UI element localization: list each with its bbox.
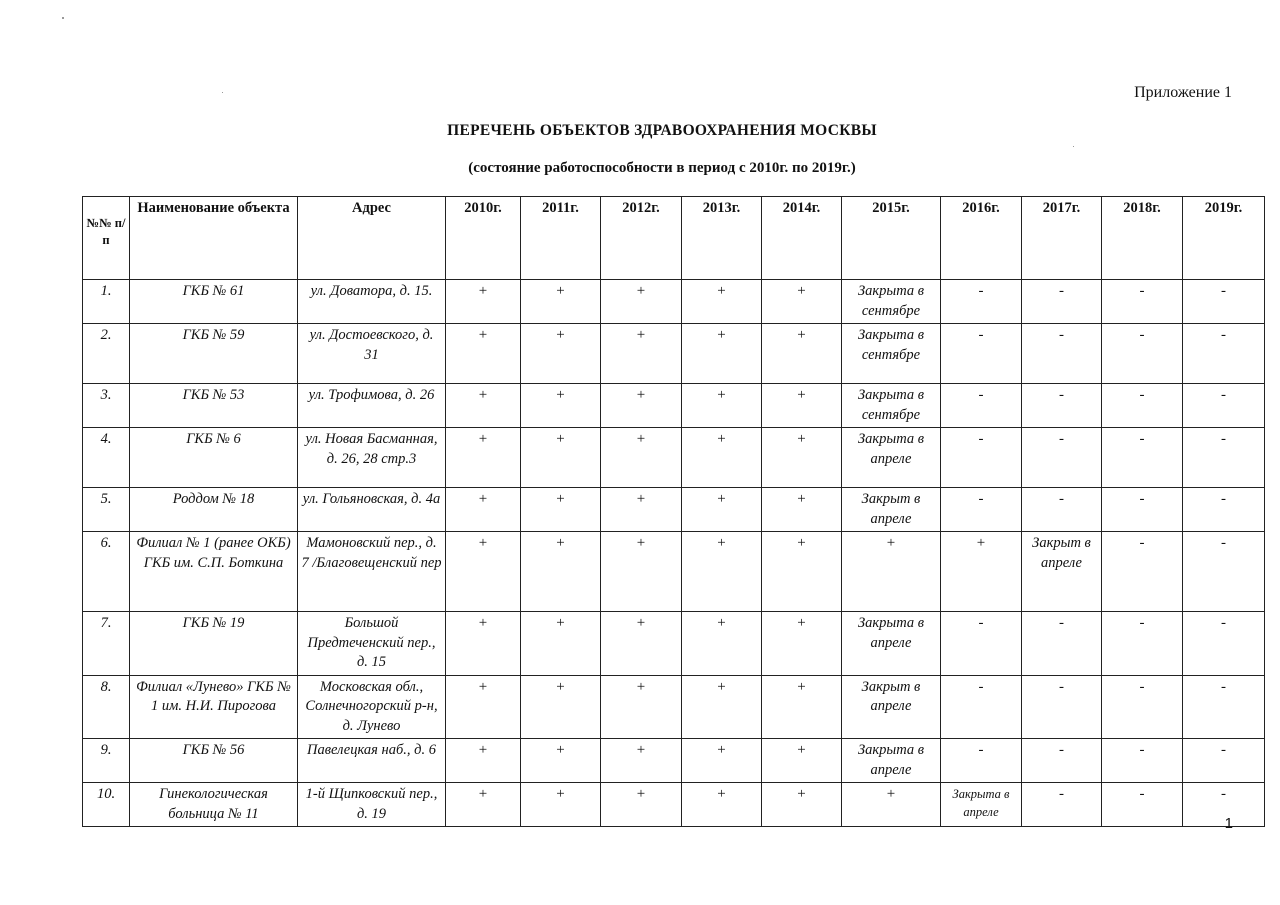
table-row [83, 739, 1265, 783]
cell-2016: Закрыта в апреле [941, 783, 1022, 827]
cell-2013: + [682, 612, 762, 676]
cell-number: 1. [83, 280, 130, 324]
cell-number: 2. [83, 324, 130, 384]
cell-name: ГКБ № 59 [130, 324, 298, 384]
cell-2019: - [1183, 612, 1265, 676]
cell-2018: - [1102, 783, 1183, 827]
cell-2015: + [842, 783, 941, 827]
cell-2014: + [762, 488, 842, 532]
cell-2012: + [601, 612, 682, 676]
col-header-address: Адрес [298, 197, 446, 280]
cell-2015: Закрыт в апреле [842, 675, 941, 739]
cell-2012: + [601, 324, 682, 384]
cell-name: ГКБ № 53 [130, 384, 298, 428]
cell-2018: - [1102, 612, 1183, 676]
cell-2017: - [1022, 739, 1102, 783]
col-header-2013: 2013г. [682, 197, 762, 280]
cell-2010: + [446, 280, 521, 324]
cell-2019: - [1183, 488, 1265, 532]
cell-2017: - [1022, 783, 1102, 827]
cell-name: Филиал «Лунево» ГКБ № 1 им. Н.И. Пирогова [130, 675, 298, 739]
cell-2010: + [446, 384, 521, 428]
cell-2016: - [941, 384, 1022, 428]
cell-2011: + [521, 675, 601, 739]
cell-2010: + [446, 675, 521, 739]
table-row [83, 324, 1265, 384]
col-header-2014: 2014г. [762, 197, 842, 280]
cell-2013: + [682, 783, 762, 827]
cell-2016: - [941, 488, 1022, 532]
cell-address: 1-й Щипковский пер., д. 19 [298, 783, 446, 827]
cell-2010: + [446, 532, 521, 612]
cell-2016: - [941, 675, 1022, 739]
cell-2013: + [682, 488, 762, 532]
cell-2014: + [762, 783, 842, 827]
cell-2012: + [601, 675, 682, 739]
table-row [83, 428, 1265, 488]
cell-2019: - [1183, 739, 1265, 783]
cell-address: Московская обл., Солнечногорский р-н, д. Лунево [298, 675, 446, 739]
cell-2015: Закрыта в сентябре [842, 280, 941, 324]
cell-2012: + [601, 488, 682, 532]
cell-2014: + [762, 532, 842, 612]
cell-number: 6. [83, 532, 130, 612]
cell-2017: - [1022, 280, 1102, 324]
cell-2015: Закрыта в сентябре [842, 324, 941, 384]
cell-2017: Закрыт в апреле [1022, 532, 1102, 612]
table-header-row [83, 197, 1265, 280]
facilities-table [82, 196, 1265, 827]
cell-2016: - [941, 324, 1022, 384]
table-row [83, 488, 1265, 532]
cell-name: Филиал № 1 (ранее ОКБ) ГКБ им. С.П. Боткина [130, 532, 298, 612]
cell-number: 7. [83, 612, 130, 676]
cell-2011: + [521, 428, 601, 488]
cell-name: Роддом № 18 [130, 488, 298, 532]
cell-2015: + [842, 532, 941, 612]
cell-2012: + [601, 532, 682, 612]
cell-number: 9. [83, 739, 130, 783]
table-row [83, 675, 1265, 739]
cell-address: ул. Новая Басманная, д. 26, 28 стр.3 [298, 428, 446, 488]
cell-2013: + [682, 428, 762, 488]
col-header-2012: 2012г. [601, 197, 682, 280]
cell-number: 10. [83, 783, 130, 827]
cell-2019: - [1183, 675, 1265, 739]
cell-2015: Закрыт в апреле [842, 488, 941, 532]
cell-2010: + [446, 324, 521, 384]
cell-address: ул. Гольяновская, д. 4а [298, 488, 446, 532]
col-header-2017: 2017г. [1022, 197, 1102, 280]
cell-address: ул. Достоевского, д. 31 [298, 324, 446, 384]
col-header-2016: 2016г. [941, 197, 1022, 280]
cell-2010: + [446, 739, 521, 783]
cell-2016: - [941, 280, 1022, 324]
cell-2019: - [1183, 428, 1265, 488]
cell-number: 5. [83, 488, 130, 532]
cell-2019: - [1183, 324, 1265, 384]
cell-2014: + [762, 384, 842, 428]
cell-2014: + [762, 739, 842, 783]
cell-2014: + [762, 428, 842, 488]
cell-2016: - [941, 428, 1022, 488]
cell-2017: - [1022, 384, 1102, 428]
cell-address: Мамоновский пер., д. 7 /Благовещенский пер [298, 532, 446, 612]
cell-2011: + [521, 384, 601, 428]
cell-2014: + [762, 324, 842, 384]
cell-2013: + [682, 324, 762, 384]
cell-2017: - [1022, 612, 1102, 676]
page-number: 1 [1224, 815, 1233, 832]
cell-2010: + [446, 783, 521, 827]
cell-2016: - [941, 739, 1022, 783]
cell-2012: + [601, 428, 682, 488]
cell-number: 8. [83, 675, 130, 739]
document-title: ПЕРЕЧЕНЬ ОБЪЕКТОВ ЗДРАВООХРАНЕНИЯ МОСКВЫ [447, 122, 877, 139]
cell-2011: + [521, 532, 601, 612]
col-header-2010: 2010г. [446, 197, 521, 280]
cell-2013: + [682, 384, 762, 428]
cell-2019: - [1183, 783, 1265, 827]
cell-name: Гинекологическая больница № 11 [130, 783, 298, 827]
cell-2015: Закрыта в сентябре [842, 384, 941, 428]
cell-2014: + [762, 612, 842, 676]
cell-number: 4. [83, 428, 130, 488]
cell-name: ГКБ № 56 [130, 739, 298, 783]
cell-2019: - [1183, 532, 1265, 612]
scan-speck [1073, 146, 1074, 147]
cell-2017: - [1022, 324, 1102, 384]
cell-2018: - [1102, 488, 1183, 532]
col-header-2019: 2019г. [1183, 197, 1265, 280]
table-row [83, 783, 1265, 827]
col-header-2015: 2015г. [842, 197, 941, 280]
cell-2010: + [446, 428, 521, 488]
cell-2018: - [1102, 280, 1183, 324]
col-header-number: №№ п/п [83, 197, 130, 280]
cell-2018: - [1102, 675, 1183, 739]
table-body [83, 280, 1265, 827]
table-row [83, 532, 1265, 612]
scan-speck [222, 92, 223, 93]
cell-2019: - [1183, 384, 1265, 428]
cell-name: ГКБ № 6 [130, 428, 298, 488]
cell-2010: + [446, 488, 521, 532]
cell-2017: - [1022, 488, 1102, 532]
cell-2013: + [682, 532, 762, 612]
cell-2011: + [521, 488, 601, 532]
cell-2011: + [521, 612, 601, 676]
table-row [83, 280, 1265, 324]
document-subtitle: (состояние работоспособности в период с 2010г. по 2019г.) [468, 160, 856, 176]
col-header-name: Наименование объекта [130, 197, 298, 280]
cell-2011: + [521, 783, 601, 827]
cell-address: ул. Трофимова, д. 26 [298, 384, 446, 428]
cell-address: ул. Доватора, д. 15. [298, 280, 446, 324]
cell-2015: Закрыта в апреле [842, 428, 941, 488]
appendix-label: Приложение 1 [1134, 84, 1232, 101]
cell-2019: - [1183, 280, 1265, 324]
cell-2018: - [1102, 428, 1183, 488]
cell-2015: Закрыта в апреле [842, 739, 941, 783]
cell-2011: + [521, 324, 601, 384]
cell-2013: + [682, 739, 762, 783]
cell-2016: + [941, 532, 1022, 612]
cell-2012: + [601, 280, 682, 324]
cell-2016: - [941, 612, 1022, 676]
cell-2015: Закрыта в апреле [842, 612, 941, 676]
cell-2010: + [446, 612, 521, 676]
cell-2018: - [1102, 739, 1183, 783]
cell-name: ГКБ № 61 [130, 280, 298, 324]
cell-2013: + [682, 280, 762, 324]
cell-2012: + [601, 783, 682, 827]
table-row [83, 612, 1265, 676]
cell-2017: - [1022, 675, 1102, 739]
cell-2011: + [521, 739, 601, 783]
cell-2012: + [601, 739, 682, 783]
scan-speck [62, 17, 64, 19]
cell-address: Большой Предтеченский пер., д. 15 [298, 612, 446, 676]
cell-2011: + [521, 280, 601, 324]
cell-2013: + [682, 675, 762, 739]
cell-2014: + [762, 675, 842, 739]
cell-2017: - [1022, 428, 1102, 488]
cell-2014: + [762, 280, 842, 324]
cell-number: 3. [83, 384, 130, 428]
table-row [83, 384, 1265, 428]
cell-address: Павелецкая наб., д. 6 [298, 739, 446, 783]
cell-2018: - [1102, 384, 1183, 428]
cell-2012: + [601, 384, 682, 428]
col-header-2011: 2011г. [521, 197, 601, 280]
col-header-2018: 2018г. [1102, 197, 1183, 280]
cell-name: ГКБ № 19 [130, 612, 298, 676]
cell-2018: - [1102, 532, 1183, 612]
cell-2018: - [1102, 324, 1183, 384]
